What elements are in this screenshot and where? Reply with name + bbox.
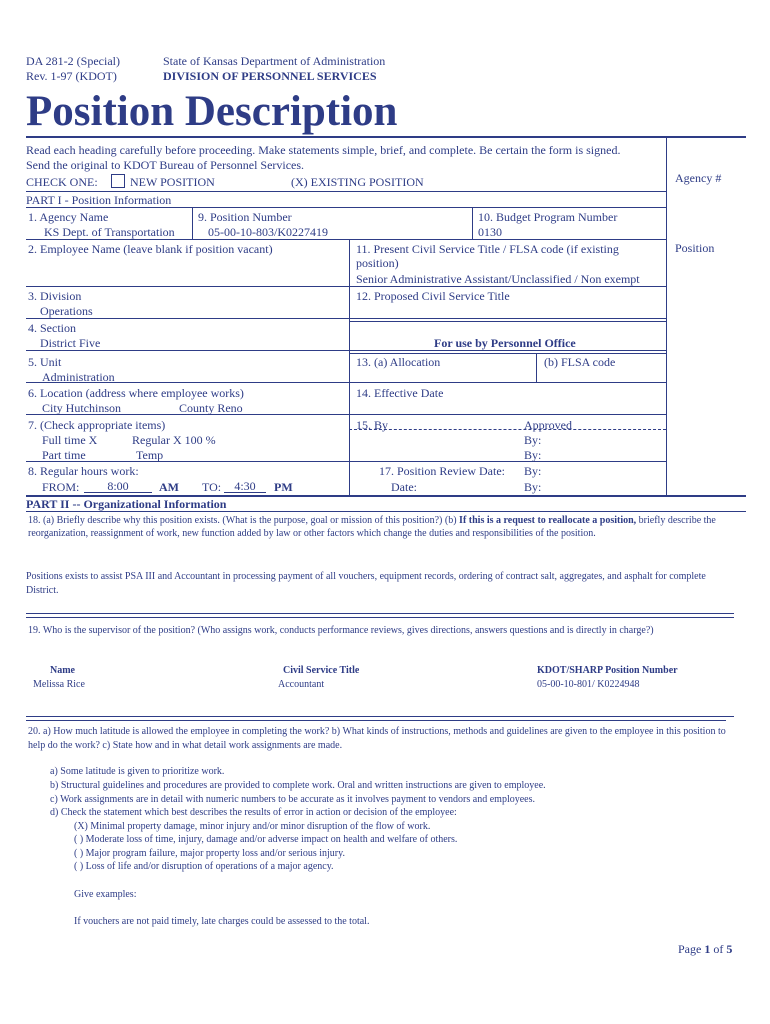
new-position-checkbox[interactable]: [111, 174, 125, 188]
personnel-office-heading: For use by Personnel Office: [434, 336, 576, 350]
flsa-code-label: (b) FLSA code: [544, 355, 616, 369]
agency-name-label: 1. Agency Name: [28, 210, 109, 224]
full-time-option: Full time X: [42, 433, 98, 447]
rule: [26, 318, 666, 319]
question-18: [28, 515, 738, 540]
approved-by-1: By:: [524, 433, 542, 447]
section-value: District Five: [40, 336, 101, 350]
location-label: 6. Location (address where employee works): [28, 386, 244, 400]
position-number-label: 9. Position Number: [198, 210, 292, 224]
approved-by-2: By:: [524, 448, 542, 462]
supervisor-position-number: 05-00-10-801/ K0224948: [537, 679, 640, 690]
agency-number-label: Agency #: [675, 171, 722, 185]
answer-20-d: d) Check the statement which best describes the results of error in action or decision of the employee:: [50, 807, 457, 818]
rule: [26, 382, 666, 383]
division-name: DIVISION OF PERSONNEL SERVICES: [163, 69, 377, 83]
example-text: If vouchers are not paid timely, late charges could be assessed to the total.: [74, 916, 370, 927]
new-position-label: NEW POSITION: [130, 175, 215, 189]
part-time-option: Part time: [42, 448, 86, 462]
rule: [349, 353, 666, 354]
rule: [349, 321, 666, 322]
division-label: 3. Division: [28, 289, 82, 303]
budget-program-label: 10. Budget Program Number: [478, 210, 618, 224]
rule: [472, 207, 473, 240]
page-number: [678, 942, 732, 956]
existing-position-label: (X) EXISTING POSITION: [291, 175, 424, 189]
supervisor-number-header: KDOT/SHARP Position Number: [537, 665, 678, 676]
rule: [26, 716, 734, 717]
instructions-line-1: Read each heading carefully before proceeding. Make statements simple, brief, and complete. Be certain the form is signed.: [26, 143, 621, 157]
page-prefix: Page: [678, 942, 702, 956]
rule: [26, 350, 666, 351]
state-department: State of Kansas Department of Administration: [163, 54, 386, 68]
location-city: City Hutchinson: [42, 401, 122, 415]
regular-hours-label: 8. Regular hours work:: [28, 464, 139, 478]
approved-by-3: By:: [524, 464, 542, 478]
to-label: TO:: [202, 480, 222, 494]
page-current: 1: [704, 942, 711, 956]
position-number-value: 05-00-10-803/K0227419: [208, 225, 328, 239]
rule: [26, 207, 666, 208]
supervisor-title: Accountant: [278, 679, 325, 690]
pm-label: PM: [274, 480, 293, 494]
answer-20-b: b) Structural guidelines and procedures are provided to complete work. Oral and written instructions are given to employee.: [50, 780, 546, 791]
form-id: DA 281-2 (Special): [26, 54, 120, 68]
rule: [26, 613, 734, 614]
rule: [349, 239, 350, 495]
page-total: 5: [726, 942, 733, 956]
location-county: County Reno: [179, 401, 243, 415]
error-option-1: (X) Minimal property damage, minor injury and/or minor disruption of the flow of work.: [74, 821, 431, 832]
regular-option: Regular X 100 %: [132, 433, 216, 447]
division-value: Operations: [40, 304, 93, 318]
temp-option: Temp: [136, 448, 164, 462]
question-18-text: 18. (a) Briefly describe why this position exists. (What is the purpose, goal or mission of this position?) (b): [28, 515, 457, 526]
answer-20-c: c) Work assignments are in detail with numeric numbers to be accurate as it involves payment to vendors and employees.: [50, 794, 535, 805]
rule: [536, 353, 537, 382]
instructions-line-2: Send the original to KDOT Bureau of Personnel Services.: [26, 158, 305, 172]
title-rule: [26, 136, 746, 138]
page-title: Position Description: [26, 88, 398, 135]
give-examples-label: Give examples:: [74, 889, 137, 900]
agency-name-value: KS Dept. of Transportation: [44, 225, 175, 239]
page-of: of: [713, 942, 724, 956]
position-review-date-label: 17. Position Review Date:: [379, 464, 505, 478]
question-18-rest: briefly describe the reorganization, reassignment of work, new function added by law or other factors which change the duties and responsibilities of the position.: [28, 515, 716, 539]
supervisor-name: Melissa Rice: [33, 679, 85, 690]
from-time-field[interactable]: 8:00: [84, 480, 152, 493]
question-19: 19. Who is the supervisor of the position? (Who assigns work, conducts performance reviews, gives directions, answers questions and is directly in charge?): [28, 625, 654, 636]
to-time-field[interactable]: 4:30: [224, 480, 266, 493]
rule: [349, 429, 666, 430]
rule: [26, 191, 666, 192]
approved-label: Approved: [524, 418, 572, 432]
section-label: 4. Section: [28, 321, 76, 335]
proposed-title-label: 12. Proposed Civil Service Title: [356, 289, 510, 303]
allocation-label: 13. (a) Allocation: [356, 355, 441, 369]
error-option-4: ( ) Loss of life and/or disruption of operations of a major agency.: [74, 861, 334, 872]
part1-heading: PART I - Position Information: [26, 193, 172, 207]
rule: [26, 461, 349, 462]
effective-date-label: 14. Effective Date: [356, 386, 444, 400]
answer-18: Positions exists to assist PSA III and Accountant in processing payment of all vouchers, equipment records, ordering of contract salt, aggregates, and asphalt for complete District.: [26, 571, 706, 596]
am-label: AM: [159, 480, 179, 494]
employee-name-label: 2. Employee Name (leave blank if position vacant): [28, 242, 273, 256]
rule: [26, 720, 726, 721]
check-one-label: CHECK ONE:: [26, 175, 98, 189]
rule: [26, 239, 666, 240]
rule: [192, 207, 193, 240]
civil-service-title-value: Senior Administrative Assistant/Unclassified / Non exempt: [356, 272, 640, 286]
error-option-2: ( ) Moderate loss of time, injury, damage and/or adverse impact on health and welfare of others.: [74, 834, 458, 845]
rule: [26, 617, 734, 618]
supervisor-title-header: Civil Service Title: [283, 665, 360, 676]
answer-20-a: a) Some latitude is given to prioritize work.: [50, 766, 225, 777]
unit-value: Administration: [42, 370, 115, 384]
from-label: FROM:: [42, 480, 80, 494]
question-20: 20. a) How much latitude is allowed the employee in completing the work? b) What kinds of instructions, methods and guidelines are given to the employee in this position to help do the work? c) State how and in what detail work assignments are made.: [28, 726, 726, 751]
check-items-label: 7. (Check appropriate items): [28, 418, 166, 432]
budget-program-value: 0130: [478, 225, 502, 239]
form-revision: Rev. 1-97 (KDOT): [26, 69, 117, 83]
part2-heading: PART II -- Organizational Information: [26, 497, 227, 511]
unit-label: 5. Unit: [28, 355, 62, 369]
rule: [26, 286, 666, 287]
by-label: 15. By: [356, 418, 389, 432]
rule: [26, 414, 666, 415]
review-date-label: Date:: [391, 480, 417, 494]
supervisor-name-header: Name: [50, 665, 75, 676]
error-option-3: ( ) Major program failure, major property loss and/or serious injury.: [74, 848, 345, 859]
approved-by-4: By:: [524, 480, 542, 494]
question-18-reallocate: If this is a request to reallocate a position,: [459, 515, 637, 526]
right-margin-divider: [666, 137, 667, 496]
rule: [349, 461, 666, 462]
rule: [26, 511, 746, 512]
civil-service-title-label: 11. Present Civil Service Title / FLSA code (if existing position): [356, 242, 619, 270]
position-label: Position: [675, 241, 715, 255]
